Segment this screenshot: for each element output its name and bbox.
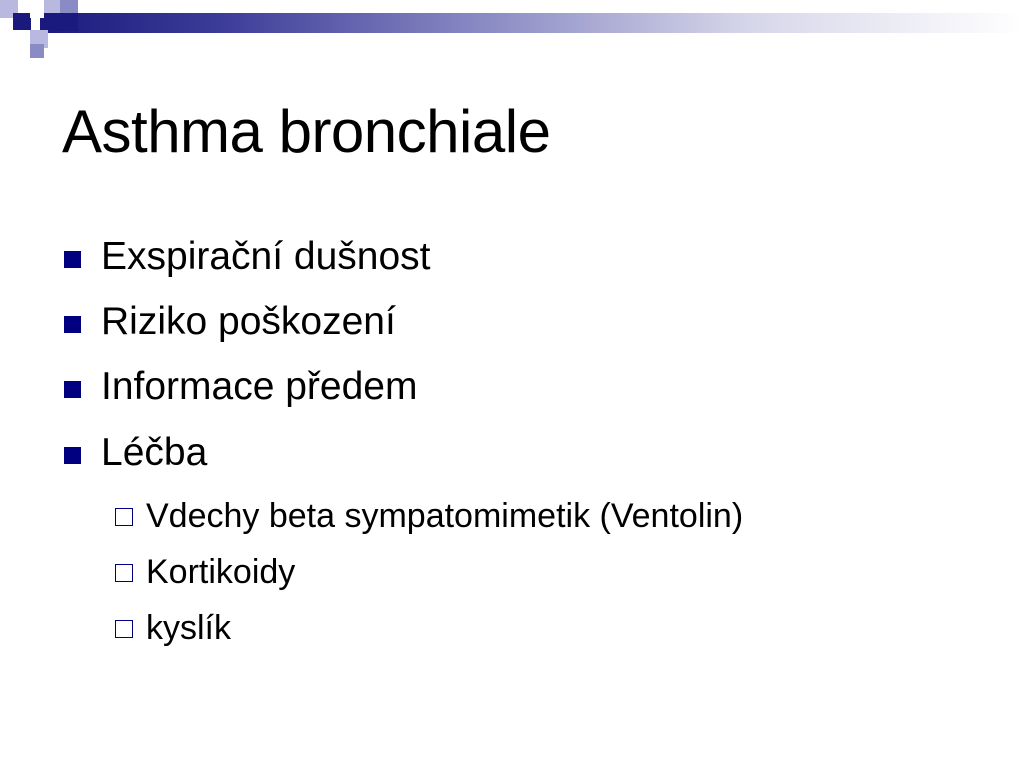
square-bullet-icon xyxy=(64,251,81,268)
slide-title: Asthma bronchiale xyxy=(62,98,551,165)
list-item-text: Informace předem xyxy=(101,365,418,408)
list-item-text: Léčba xyxy=(101,431,208,474)
square-bullet-icon xyxy=(64,447,81,464)
square-bullet-icon xyxy=(64,316,81,333)
hollow-square-bullet-icon xyxy=(115,508,133,526)
sub-list-item-text: Kortikoidy xyxy=(146,553,296,591)
sub-list-item-text: kyslík xyxy=(146,609,231,647)
header-square xyxy=(13,13,31,31)
header-gradient-bar xyxy=(40,13,1024,33)
header-square xyxy=(30,44,44,58)
list-item-text: Riziko poškození xyxy=(101,300,396,343)
header-square xyxy=(60,13,78,31)
hollow-square-bullet-icon xyxy=(115,564,133,582)
sub-list-item-text: Vdechy beta sympatomimetik (Ventolin) xyxy=(146,497,744,535)
hollow-square-bullet-icon xyxy=(115,620,133,638)
square-bullet-icon xyxy=(64,381,81,398)
list-item-text: Exspirační dušnost xyxy=(101,235,431,278)
header-square xyxy=(13,30,31,48)
